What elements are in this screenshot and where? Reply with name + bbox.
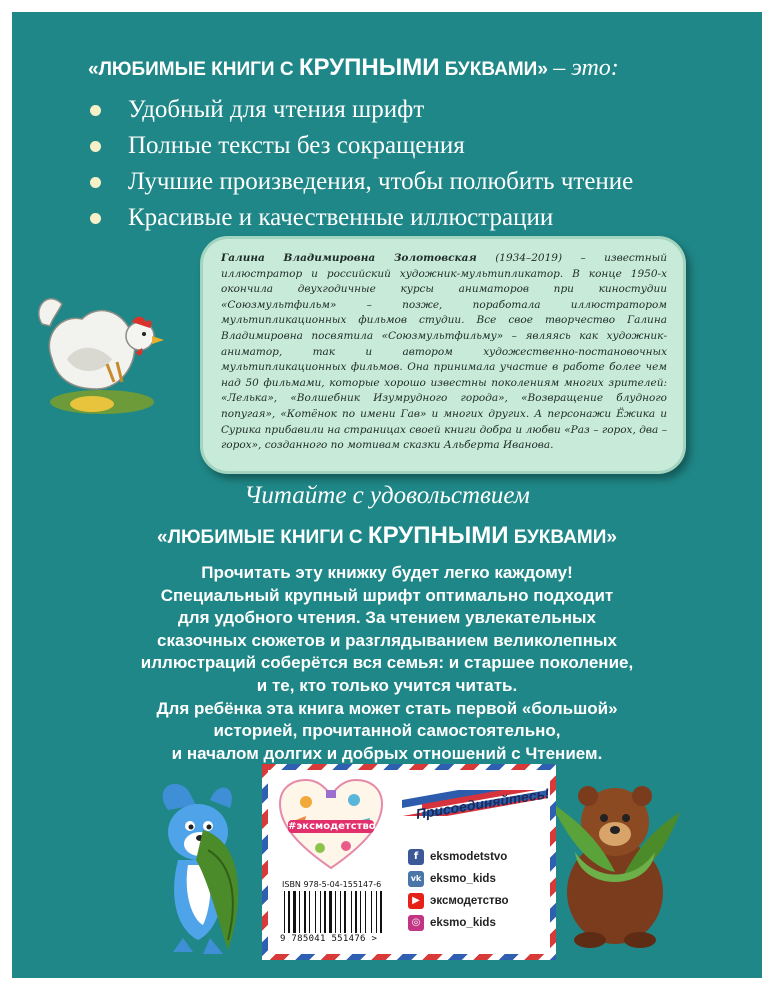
- list-item: Полные тексты без сокращения: [84, 128, 744, 164]
- join-label: Присоединяйтесь!: [414, 784, 551, 822]
- barcode-bar: [315, 891, 316, 933]
- barcode-bar: [380, 891, 382, 933]
- social-link-facebook[interactable]: f eksmodetstvo: [408, 848, 544, 870]
- facebook-icon: f: [408, 849, 424, 865]
- barcode-bar: [335, 891, 336, 933]
- barcode-bar: [309, 891, 310, 933]
- barcode-digits: 9 785041 551476 >: [280, 934, 378, 944]
- barcode-bar: [340, 891, 341, 933]
- squirrel-illustration: [148, 770, 260, 960]
- social-link-instagram[interactable]: ◎ eksmo_kids: [408, 914, 544, 936]
- social-links: [408, 848, 544, 936]
- barcode-bar: [288, 891, 290, 933]
- barcode-bar: [320, 891, 321, 933]
- author-name: Галина Владимировна Золотовская: [221, 252, 477, 264]
- barcode-bar: [365, 891, 366, 933]
- barcode: [280, 880, 406, 946]
- barcode-bar: [371, 891, 372, 933]
- series-title-suffix: – это:: [553, 55, 619, 81]
- description: Прочитать эту книжку будет легко каждому! Специальный крупный шрифт оптимально подходит для удобного чтения. За чтением увлекательных сказочных сюжетов и разглядыванием великолепных иллюстраций соберётся вся семья: и старшее поколение, и те, кто только учится читать. Для ребёнка эта книга может стать первой «большой» историей, прочитанной самостоятельно, и началом долгих и добрых отношений с Чтением.: [140, 563, 634, 763]
- barcode-bar: [351, 891, 352, 933]
- series-title-secondary: «ЛЮБИМЫЕ КНИГИ С КРУПНЫМИ БУКВАМИ»: [157, 522, 617, 549]
- author-info-box: [200, 236, 686, 474]
- series-title-part2: КРУПНЫМИ: [298, 54, 440, 81]
- hen-illustration: [22, 264, 182, 424]
- series-title: [88, 54, 688, 82]
- bear-illustration: [540, 772, 690, 952]
- vk-icon: vk: [408, 871, 424, 887]
- barcode-bar: [329, 891, 332, 933]
- list-item: Удобный для чтения шрифт: [84, 92, 744, 128]
- barcode-bar: [324, 891, 326, 933]
- author-bio: [221, 251, 667, 461]
- book-back-cover: [12, 12, 762, 978]
- invite-heading: Читайте с удовольствием: [244, 482, 530, 509]
- barcode-bar: [376, 891, 377, 933]
- publisher-card: [262, 764, 556, 960]
- barcode-bar: [344, 891, 346, 933]
- series-title-part3: БУКВАМИ»: [444, 59, 548, 80]
- author-bio-text: – известный иллюстратор и российский художник-мультипликатор. В конце 1950-х окончила двухгодичные курсы аниматоров при киностудии «Союзмультфильм» – позже, поработала иллюстратором мультипликационных фильмов студии. Все свое творчество Галина Владимировна посвятила «Союзмультфильму» – являясь как художник-аниматор, так и автором художественно-постановочных мультипликационных фильмов. Она принимала участие в работе более чем над 50 фильмами, которые хорошо известны поколениям многих зрителей: «Лелька», «Волшебник Изумрудного города», «Возвращение блудного попугая», «Котёнок по имени Гав» и многих других. А персонажи Ёжика и Сурика прибавили на страницах своей книги добра и любви «Раз – горох, два – горох», созданного по мотивам сказки Альберта Иванова.: [221, 252, 667, 452]
- hashtag-label: #эксмодетство: [288, 821, 376, 832]
- series-title-part1: «ЛЮБИМЫЕ КНИГИ С: [88, 59, 294, 80]
- barcode-bar: [284, 891, 285, 933]
- barcode-bar: [304, 891, 306, 933]
- list-item: Красивые и качественные иллюстрации: [84, 200, 744, 236]
- social-link-youtube[interactable]: ▶ эксмодетство: [408, 892, 544, 914]
- bullet-icon: [90, 105, 101, 116]
- bullet-icon: [90, 141, 101, 152]
- youtube-icon: ▶: [408, 893, 424, 909]
- barcode-bar: [355, 891, 357, 933]
- barcode-bar: [293, 891, 296, 933]
- social-link-vk[interactable]: vk eksmo_kids: [408, 870, 544, 892]
- bullet-icon: [90, 213, 101, 224]
- isbn-label: ISBN 978-5-04-155147-6: [282, 880, 382, 889]
- bullet-icon: [90, 177, 101, 188]
- list-item: Лучшие произведения, чтобы полюбить чтение: [84, 164, 744, 200]
- barcode-bar: [299, 891, 300, 933]
- author-years: (1934–2019): [495, 252, 563, 264]
- barcode-bars: [280, 891, 406, 933]
- barcode-bar: [360, 891, 361, 933]
- feature-list: [84, 92, 744, 236]
- instagram-icon: ◎: [408, 915, 424, 931]
